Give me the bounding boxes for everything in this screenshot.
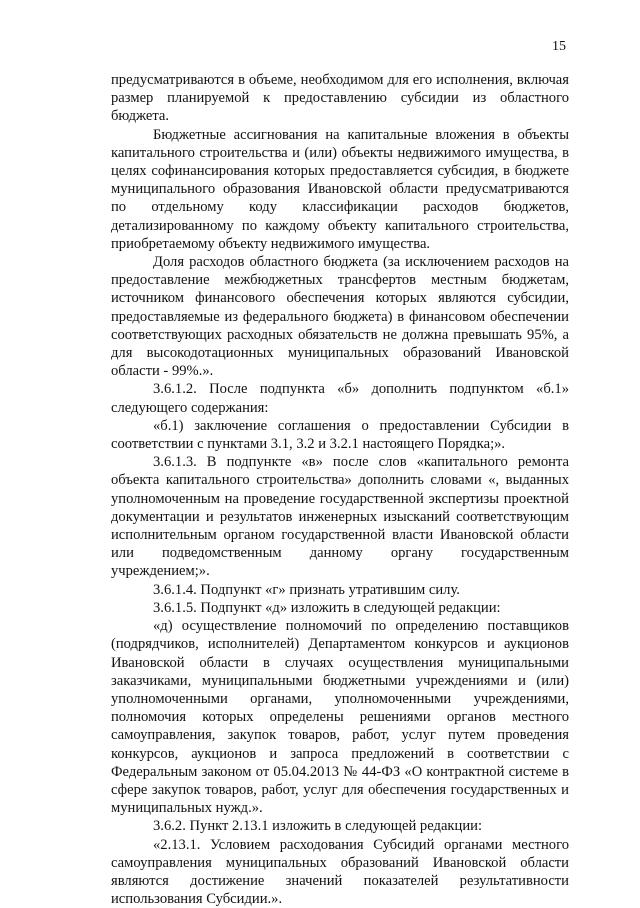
paragraph: предусматриваются в объеме, необходимом для его исполнения, включая размер планируемой к предоставлению субсидии из областного бюджета. <box>111 72 569 125</box>
paragraph: 3.6.1.2. После подпункта «б» дополнить подпунктом «б.1» следующего содержания: <box>111 381 569 416</box>
paragraph: 3.6.1.4. Подпункт «г» признать утратившим силу. <box>153 581 460 598</box>
paragraph: «д) осуществление полномочий по определению поставщиков (подрядчиков, исполнителей) Департаментом конкурсов и аукционов Ивановской области в случаях осуществления муниципальными заказчиками, муниципальными бюджетными учреждениями и (или) уполномоченными органами, уполномоченными учреждениями, полномочия которых определены решениями органов местного самоуправления, закупок товаров, работ, услуг путем проведения конкурсов, аукционов и запроса предложений в соответствии с Федеральным законом от 05.04.2013 № 44-ФЗ «О контрактной системе в сфере закупок товаров, работ, услуг для обеспечения государственных и муниципальных нужд.». <box>111 618 569 817</box>
paragraph: Бюджетные ассигнования на капитальные вложения в объекты капитального строительства и (или) объекты недвижимого имущества, в целях софинансирования которых предоставляется субсидия, в бюджете муниципального образования Ивановской области предусматриваются по отдельному коду классификации расходов бюджетов, детализированному по каждому объекту капитального строительства, приобретаемому объекту недвижимого имущества. <box>111 126 569 252</box>
paragraph: 3.6.1.3. В подпункте «в» после слов «капитального ремонта объекта капитального строительства» дополнить словами «, выданных уполномоченным на проведение государственной экспертизы проектной документации и результатов инженерных изысканий соответствующим исполнительным органом государственной власти Ивановской области или подведомственным данному органу государственным учреждением;». <box>111 454 569 580</box>
paragraph: «2.13.1. Условием расходования Субсидий органами местного самоуправления муниципальных образований Ивановской области являются достижение значений показателей результативности использования Субсидии.». <box>111 836 569 908</box>
paragraph: «б.1) заключение соглашения о предоставлении Субсидии в соответствии с пунктами 3.1, 3.2 и 3.2.1 настоящего Порядка;». <box>111 417 569 453</box>
paragraph: Доля расходов областного бюджета (за исключением расходов на предоставление межбюджетных трансфертов местным бюджетам, источником финансового обеспечения которых являются субсидии, предоставляемые из федерального бюджета) в финансовом обеспечении соответствующих расходных обязательств не должна превышать 95%, а для высокодотационных муниципальных образований Ивановской области - 99%.». <box>111 254 569 380</box>
paragraph: 3.6.2. Пункт 2.13.1 изложить в следующей редакции: <box>153 818 482 835</box>
document-body <box>111 71 569 908</box>
paragraph: 3.6.1.5. Подпункт «д» изложить в следующей редакции: <box>153 599 501 616</box>
page-number: 15 <box>552 39 566 54</box>
